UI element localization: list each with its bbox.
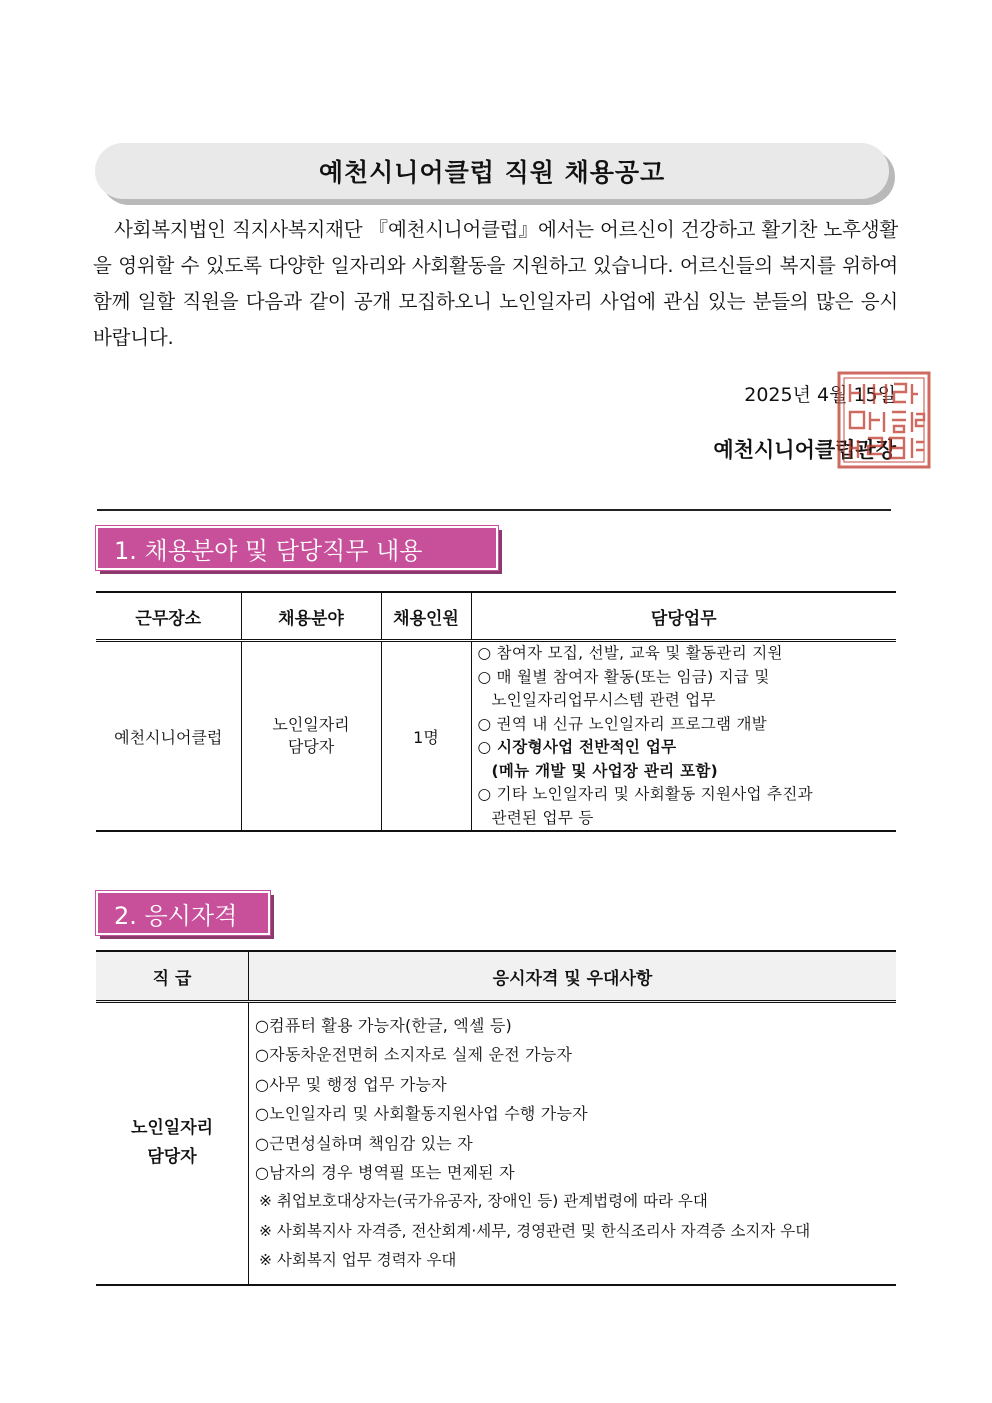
duty-item: ○ 참여자 모집, 선발, 교육 및 활동관리 지원	[477, 644, 783, 662]
page-title: 예천시니어클럽 직원 채용공고	[95, 143, 889, 199]
duty-item: ○ 기타 노인일자리 및 사회활동 지원사업 추진과 관련된 업무 등	[477, 785, 813, 827]
announcement-date: 2025년 4월 15일	[744, 384, 896, 406]
header-position: 직 급	[96, 951, 249, 1002]
qualification-item: ○자동차운전면허 소지자로 실제 운전 가능자	[255, 1045, 573, 1065]
qualification-item: ○사무 및 행정 업무 가능자	[255, 1074, 447, 1094]
preference-note: ※ 취업보호대상자는(국가유공자, 장애인 등) 관계법령에 따라 우대	[259, 1192, 708, 1211]
qualification-item: ○남자의 경우 병역필 또는 면제된 자	[255, 1163, 515, 1183]
qualification-item: ○노인일자리 및 사회활동지원사업 수행 가능자	[255, 1104, 588, 1124]
duty-item: ○ 권역 내 신규 노인일자리 프로그램 개발	[477, 714, 768, 733]
header-qualifications: 응시자격 및 우대사항	[249, 951, 897, 1002]
qualifications-table	[96, 950, 896, 1286]
cell-work-place: 예천시니어클럽	[96, 641, 241, 832]
cell-qualifications	[249, 1002, 897, 1285]
intro-paragraph: 사회복지법인 직지사복지재단 『예천시니어클럽』에서는 어르신이 건강하고 활기찬 노후생활을 영위할 수 있도록 다양한 일자리와 사회활동을 지원하고 있습니다. 어르신들의 복지를 위하여 함께 일할 직원을 다음과 같이 공개 모집하오니 노인일자리 사업에 관심 있는 분들의 많은 응시 바랍니다.	[93, 218, 898, 349]
cell-field	[241, 641, 381, 832]
divider-line	[97, 509, 891, 511]
header-field: 채용분야	[241, 592, 381, 641]
cell-position	[96, 1002, 249, 1285]
organization-name: 예천시니어클럽관장	[713, 438, 896, 462]
field-line: 담당자	[287, 737, 335, 756]
qualification-item: ○근면성실하며 책임감 있는 자	[255, 1133, 473, 1153]
table-row	[96, 1002, 896, 1285]
section-heading-recruitment: 1. 채용분야 및 담당직무 내용	[96, 526, 498, 570]
table-row	[96, 641, 896, 832]
duty-item: ○ 매 월별 참여자 활동(또는 임금) 지급 및 노인일자리업무시스템 관련 업무	[477, 667, 770, 709]
preference-note: ※ 사회복지사 자격증, 전산회계·세무, 경영관련 및 한식조리사 자격증 소지자 우대	[259, 1221, 811, 1240]
header-work-place: 근무장소	[96, 592, 241, 641]
duty-item-bold: ○ 시장형사업 전반적인 업무 (메뉴 개발 및 사업장 관리 포함)	[477, 738, 719, 780]
cell-duties	[471, 641, 896, 832]
header-duties: 담당업무	[471, 592, 896, 641]
table-header-row	[96, 592, 896, 641]
field-line: 노인일자리	[272, 715, 350, 734]
table-header-row	[96, 951, 896, 1002]
recruitment-table	[96, 591, 896, 832]
cell-headcount: 1명	[381, 641, 471, 832]
header-headcount: 채용인원	[381, 592, 471, 641]
qualification-item: ○컴퓨터 활용 가능자(한글, 엑셀 등)	[255, 1016, 513, 1035]
position-line: 담당자	[147, 1147, 197, 1168]
preference-note: ※ 사회복지 업무 경력자 우대	[259, 1251, 457, 1270]
position-line: 노인일자리	[130, 1118, 214, 1139]
official-seal-stamp	[836, 370, 932, 470]
section-heading-qualifications: 2. 응시자격	[96, 891, 270, 935]
